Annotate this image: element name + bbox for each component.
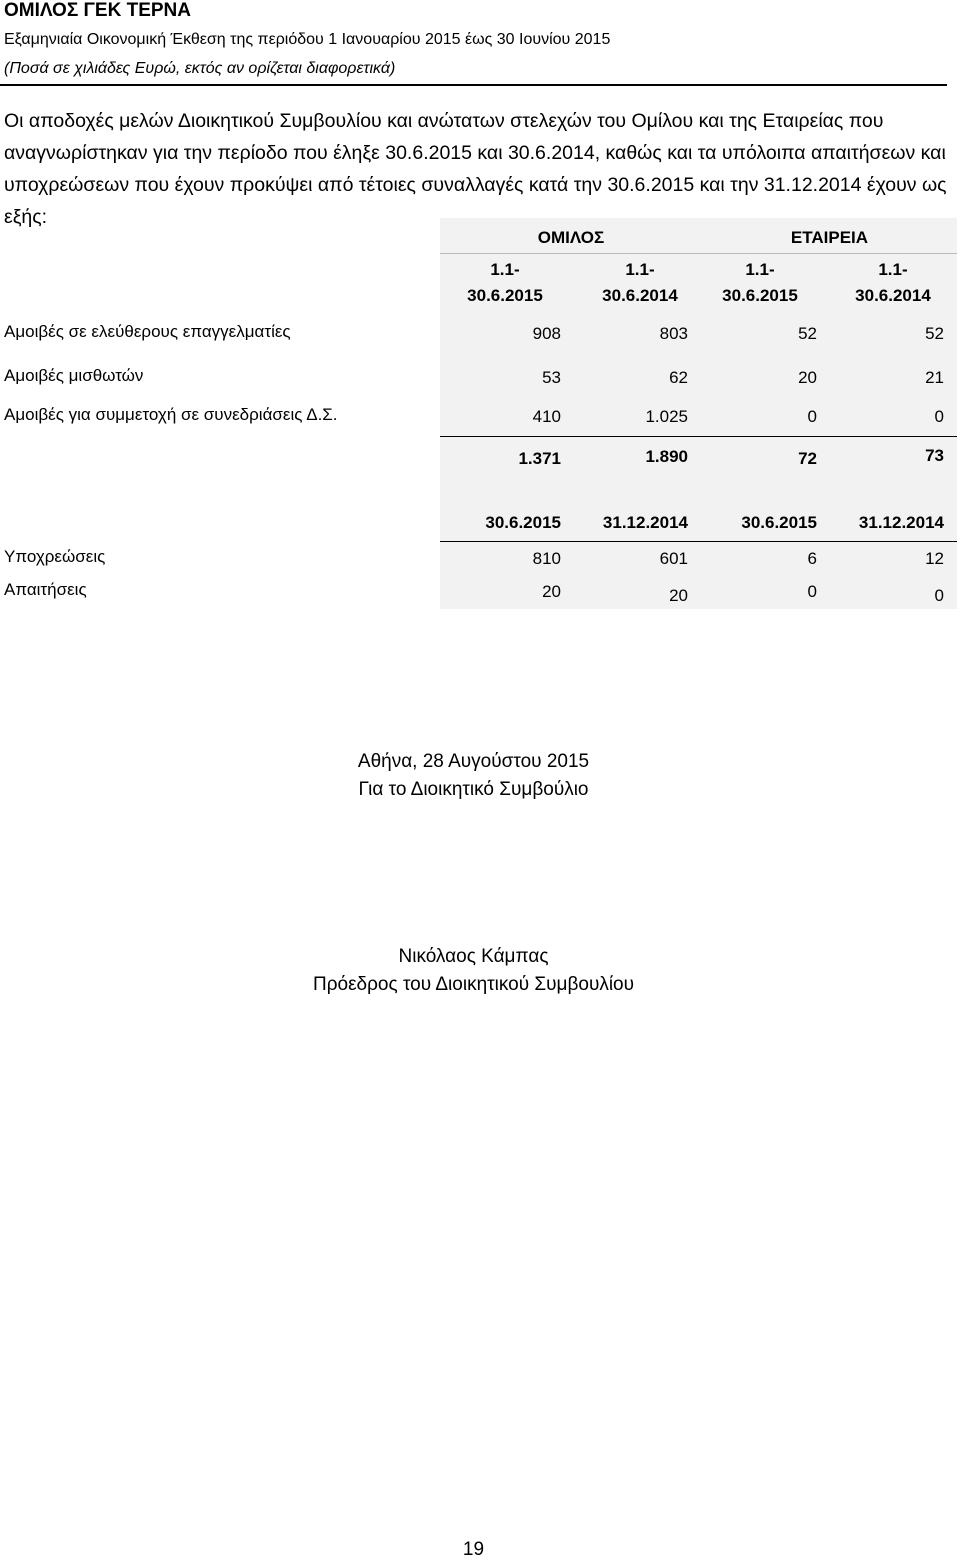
units-note: (Ποσά σε χιλιάδες Ευρώ, εκτός αν ορίζεται διαφορετικά) bbox=[4, 60, 396, 77]
company-name: ΟΜΙΛΟΣ ΓΕΚ ΤΕΡΝΑ bbox=[4, 0, 191, 21]
cell: 52 bbox=[925, 324, 944, 343]
report-subtitle: Εξαμηνιαία Οικονομική Έκθεση της περιόδου 1 Ιανουαρίου 2015 έως 30 Ιουνίου 2015 bbox=[4, 31, 611, 48]
cell: 52 bbox=[798, 324, 817, 343]
period-header-4: 1.1- 30.6.2014 bbox=[855, 260, 931, 305]
cell: 601 bbox=[659, 549, 688, 568]
date-header: 30.6.2015 bbox=[485, 513, 561, 532]
signature-for-board: Για το Διοικητικό Συμβούλιο bbox=[358, 779, 589, 800]
cell: 62 bbox=[669, 368, 688, 387]
group-header-etaireia: ΕΤΑΙΡΕΙΑ bbox=[790, 228, 869, 247]
signatory-title: Πρόεδρος του Διοικητικού Συμβουλίου bbox=[312, 974, 635, 995]
cell: 908 bbox=[532, 324, 561, 343]
cell: 53 bbox=[542, 368, 561, 387]
cell: 20 bbox=[798, 368, 817, 387]
signature-place-date: Αθήνα, 28 Αυγούστου 2015 bbox=[357, 751, 590, 772]
group-header-omilos: ΟΜΙΛΟΣ bbox=[537, 228, 605, 247]
total-cell: 72 bbox=[798, 449, 817, 468]
period-header-2: 1.1- 30.6.2014 bbox=[602, 260, 678, 305]
total-cell: 1.371 bbox=[518, 449, 561, 468]
totals-line bbox=[440, 436, 957, 437]
row-label: Αμοιβές μισθωτών bbox=[4, 366, 144, 385]
cell: 810 bbox=[532, 549, 561, 568]
cell: 20 bbox=[542, 582, 561, 601]
signatory-name: Νικόλαος Κάμπας bbox=[398, 946, 549, 967]
table2-header-line bbox=[440, 541, 957, 542]
date-header: 31.12.2014 bbox=[858, 513, 944, 532]
group-header-line bbox=[440, 253, 957, 254]
row-label: Απαιτήσεις bbox=[4, 580, 87, 599]
row-label: Αμοιβές σε ελεύθερους επαγγελματίες bbox=[4, 322, 291, 341]
page-number: 19 bbox=[462, 1539, 485, 1560]
cell: 1.025 bbox=[645, 407, 688, 426]
cell: 20 bbox=[669, 586, 688, 605]
total-cell: 1.890 bbox=[645, 447, 688, 466]
cell: 0 bbox=[807, 582, 817, 601]
period-header-1: 1.1- 30.6.2015 bbox=[467, 260, 543, 305]
cell: 0 bbox=[934, 586, 944, 605]
date-header: 30.6.2015 bbox=[741, 513, 817, 532]
cell: 12 bbox=[925, 549, 944, 568]
cell: 410 bbox=[532, 407, 561, 426]
cell: 0 bbox=[807, 407, 817, 426]
cell: 803 bbox=[659, 324, 688, 343]
cell: 21 bbox=[925, 368, 944, 387]
cell: 6 bbox=[807, 549, 817, 568]
cell: 0 bbox=[934, 407, 944, 426]
period-header-3: 1.1- 30.6.2015 bbox=[722, 260, 798, 305]
row-label: Αμοιβές για συμμετοχή σε συνεδριάσεις Δ.Σ. bbox=[4, 405, 338, 424]
date-header: 31.12.2014 bbox=[602, 513, 688, 532]
header-divider bbox=[0, 84, 947, 86]
row-label: Υποχρεώσεις bbox=[4, 547, 106, 566]
intro-paragraph: Οι αποδοχές μελών Διοικητικού Συμβουλίου και ανώτατων στελεχών του Ομίλου και της Εταιρείας που αναγνωρίστηκαν για την περίοδο που έληξε 30.6.2015 και 30.6.2014, καθώς και τα υπόλοιπα απαιτήσεων και υποχρεώσεων που έχουν προκύψει από τέτοιες συναλλαγές κατά την 30.6.2015 και την 31.12.2014 έχουν ως εξής: bbox=[4, 110, 947, 228]
total-cell: 73 bbox=[925, 446, 944, 465]
